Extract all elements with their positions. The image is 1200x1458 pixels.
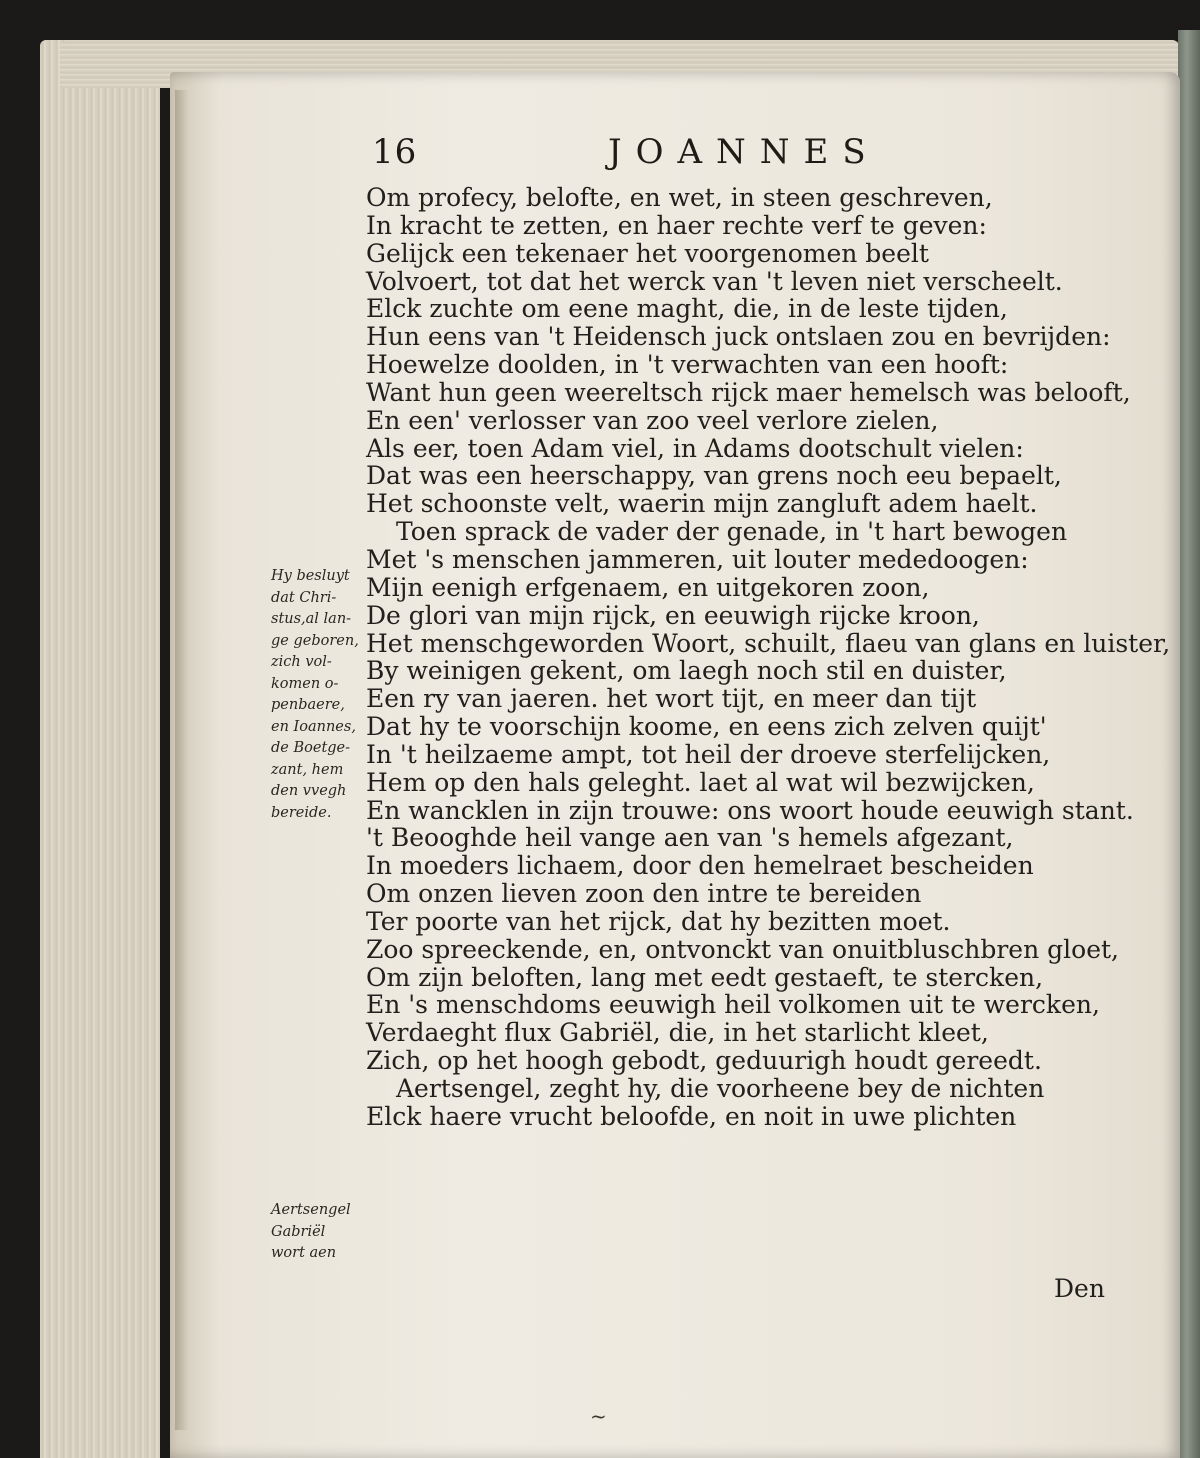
verse-line: In 't heilzaeme ampt, tot heil der droeve sterfelijcken,: [366, 739, 1051, 769]
margin-note-line: ge geboren,: [271, 632, 359, 649]
verse-line: Aertsengel, zeght hy, die voorheene bey de nichten: [396, 1074, 1045, 1103]
verse-line: Ter poorte van het rijck, dat hy bezitten moet.: [366, 906, 951, 936]
verse-line: Dat was een heerschappy, van grens noch eeu bepaelt,: [366, 461, 1062, 491]
verse-line: Zoo spreeckende, en, ontvonckt van onuitbluschbren gloet,: [366, 934, 1119, 964]
verse-line: Om zijn beloften, lang met eedt gestaeft, te stercken,: [366, 962, 1044, 992]
verse-line: Als eer, toen Adam viel, in Adams dootschult vielen:: [366, 433, 1024, 463]
page-gutter-shadow: [175, 90, 189, 1430]
margin-note-line: Hy besluyt: [271, 568, 350, 584]
verse-line: Hem op den hals geleght. laet al wat wil bezwijcken,: [366, 767, 1035, 797]
verse-line: Toen sprack de vader der genade, in 't hart bewogen: [396, 517, 1068, 547]
margin-note: [271, 566, 363, 824]
margin-note: [271, 1200, 363, 1265]
verse-line: Om profecy, belofte, en wet, in steen geschreven,: [366, 183, 993, 212]
margin-note-line: de Boetge-: [271, 740, 351, 756]
verse-line: Zich, op het hoogh gebodt, geduurigh houdt gereedt.: [366, 1046, 1042, 1076]
verse-line: Want hun geen weereltsch rijck maer hemelsch was belooft,: [366, 377, 1131, 407]
verse-line: Verdaeght flux Gabriël, die, in het starlicht kleet,: [366, 1018, 989, 1048]
margin-note-line: den vvegh: [271, 783, 347, 799]
margin-note-line: Gabriël: [271, 1223, 326, 1240]
verse-line: Gelijck een tekenaer het voorgenomen beelt: [366, 238, 929, 268]
catchword: Den: [1054, 1274, 1105, 1303]
verse-line: Hun eens van 't Heidensch juck ontslaen zou en bevrijden:: [366, 322, 1111, 352]
verse-line: En 's menschdoms eeuwigh heil volkomen uit te wercken,: [366, 990, 1100, 1020]
margin-note-line: penbaere,: [271, 697, 345, 713]
margin-note-line: Aertsengel: [271, 1202, 351, 1218]
verse-line: In moeders lichaem, door den hemelraet bescheiden: [366, 851, 1034, 881]
verse-line: Elck haere vrucht beloofde, en noit in uwe plichten: [366, 1101, 1017, 1131]
page-header: [0, 132, 1200, 178]
running-head: JOANNES: [608, 132, 880, 172]
binding-edge: [1178, 30, 1200, 1458]
verse-text: [366, 183, 1171, 1131]
verse-line: Het menschgeworden Woort, schuilt, flaeu van glans en luister,: [366, 628, 1171, 658]
verse-line: Elck zuchte om eene maght, die, in de leste tijden,: [366, 294, 1008, 324]
margin-note-line: zich vol-: [271, 654, 332, 670]
margin-note-line: bereide.: [271, 804, 332, 821]
verse-line: Het schoonste velt, waerin mijn zangluft adem haelt.: [366, 489, 1038, 519]
verse-line: Volvoert, tot dat het werck van 't leven niet verscheelt.: [366, 266, 1063, 296]
verse-line: En wancklen in zijn trouwe: ons woort houde eeuwigh stant.: [366, 795, 1134, 825]
verse-line: De glori van mijn rijck, en eeuwigh rijcke kroon,: [366, 600, 980, 630]
margin-note-line: en Ioannes,: [271, 718, 356, 735]
verse-line: Met 's menschen jammeren, uit louter mededoogen:: [366, 544, 1029, 574]
tail-mark: ~: [590, 1404, 607, 1428]
margin-note-line: wort aen: [271, 1245, 337, 1261]
verse-line: 't Beooghde heil vange aen van 's hemels afgezant,: [366, 823, 1014, 853]
verse-line: Mijn eenigh erfgenaem, en uitgekoren zoon,: [366, 572, 930, 602]
margin-note-line: stus,al lan-: [271, 611, 352, 627]
page-number: 16: [372, 132, 418, 172]
margin-note-line: dat Chri-: [271, 589, 337, 606]
verse-line: By weinigen gekent, om laegh noch stil en duister,: [366, 656, 1007, 686]
verse-line: Dat hy te voorschijn koome, en eens zich zelven quijt': [366, 712, 1047, 742]
verse-line: Hoewelze doolden, in 't verwachten van een hooft:: [366, 350, 1009, 380]
verse-line: En een' verlosser van zoo veel verlore zielen,: [366, 405, 939, 435]
verse-line: Een ry van jaeren. het wort tijt, en meer dan tijt: [366, 684, 977, 714]
verse-line: In kracht te zetten, en haer rechte verf te geven:: [366, 210, 987, 240]
margin-note-line: komen o-: [271, 675, 339, 692]
verse-line: Om onzen lieven zoon den intre te bereiden: [366, 879, 922, 909]
margin-note-line: zant, hem: [271, 761, 344, 778]
page-stack-edge: [40, 40, 160, 1458]
